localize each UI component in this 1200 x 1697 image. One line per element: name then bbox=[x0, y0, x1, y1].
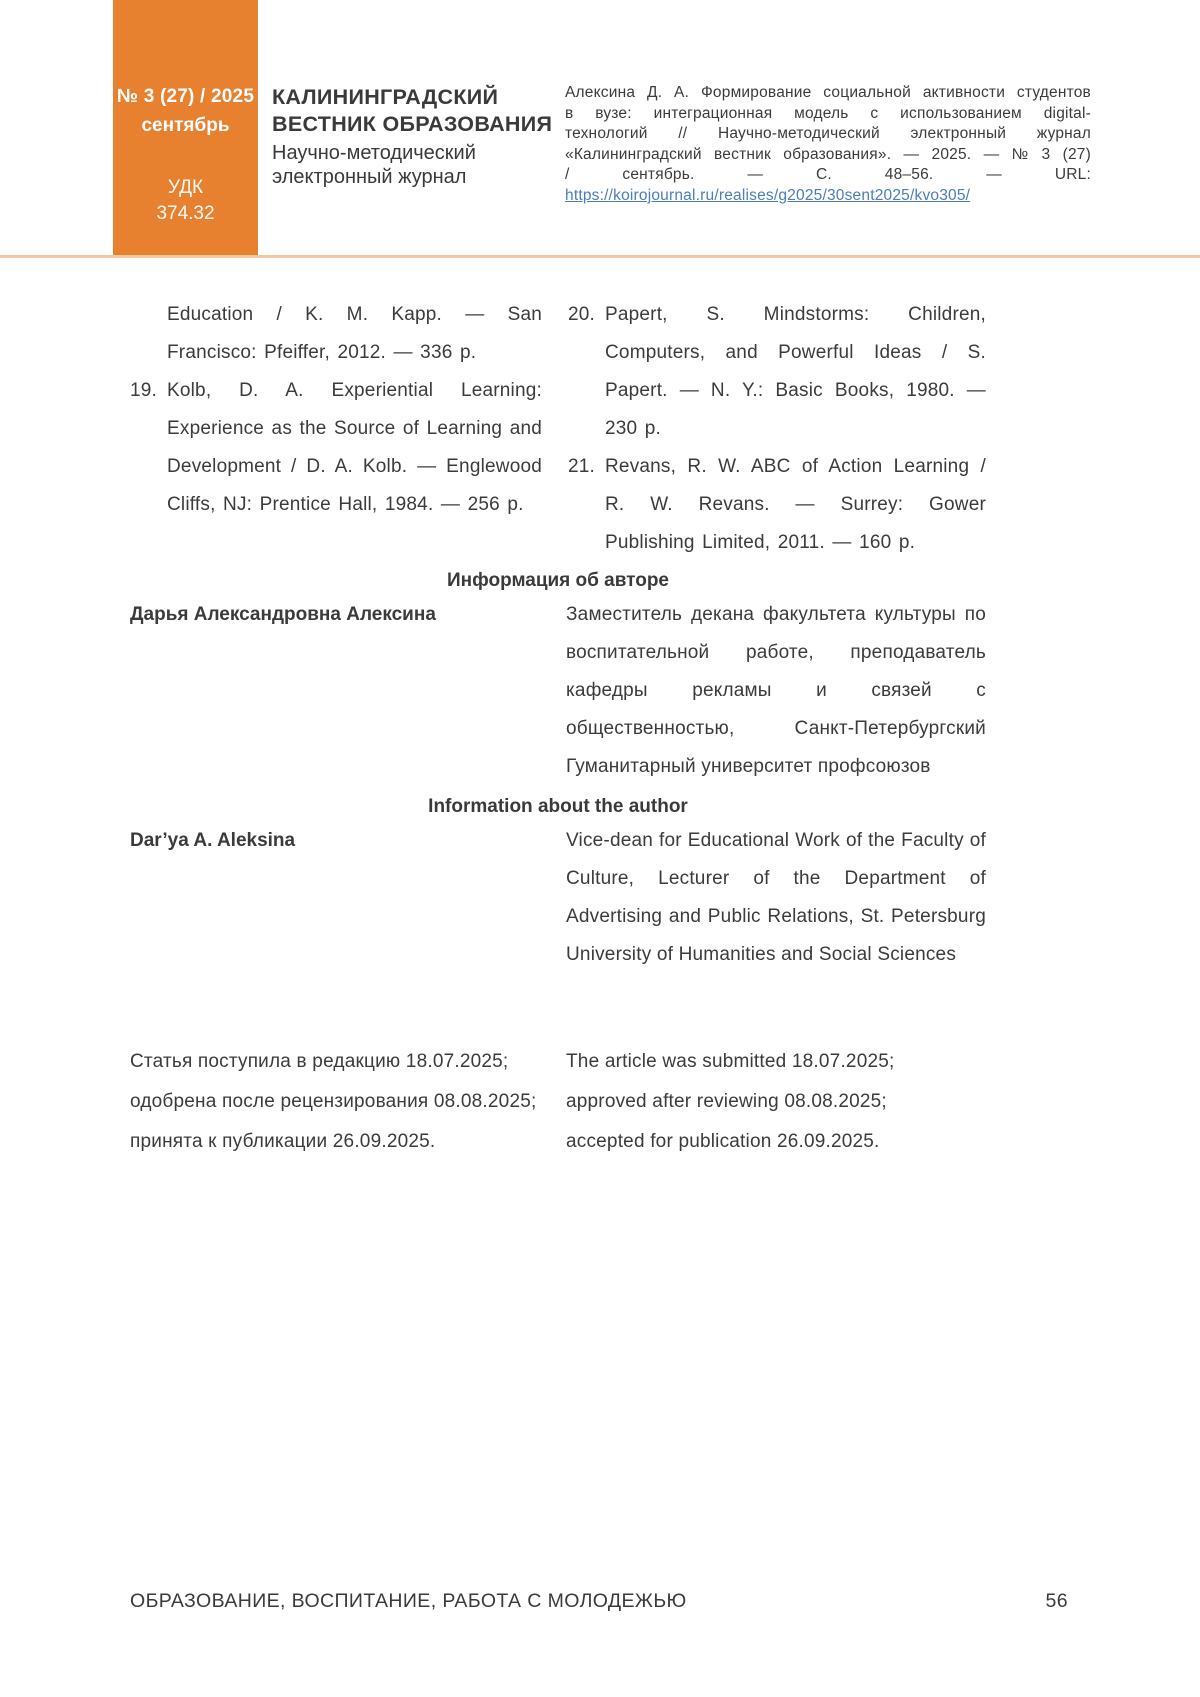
submission-date-line: approved after reviewing 08.08.2025; bbox=[566, 1091, 887, 1112]
author-name-en: Dar’ya A. Aleksina bbox=[130, 830, 296, 851]
submission-date-line: одобрена после рецензирования 08.08.2025; bbox=[130, 1091, 537, 1112]
journal-title-line2: ВЕСТНИК ОБРАЗОВАНИЯ bbox=[272, 111, 553, 136]
reference-text: Education / K. M. Kapp. — San Francisco: Pfeiffer, 2012. — 336 p. bbox=[167, 304, 542, 363]
journal-subtitle-line2: электронный журнал bbox=[272, 166, 467, 188]
author-bio-ru: Заместитель декана факультета культуры по воспитательной работе, преподаватель кафедры рекламы и связей с общественностью, Санкт-Петербургский Гуманитарный университет профсоюзов bbox=[566, 604, 986, 777]
journal-title-line1: КАЛИНИНГРАДСКИЙ bbox=[272, 85, 499, 109]
reference-text: Kolb, D. A. Experiential Learning: Experience as the Source of Learning and Development / D. A. Kolb. — Englewood Cliffs, NJ: Prentice Hall, 1984. — 256 p. bbox=[167, 380, 542, 515]
reference-item-continuation bbox=[130, 296, 542, 372]
issue-box bbox=[113, 0, 258, 256]
header-divider-line bbox=[0, 255, 1200, 258]
reference-item-20 bbox=[568, 296, 986, 448]
submission-date-line: принята к публикации 26.09.2025. bbox=[130, 1131, 436, 1152]
reference-number: 19. bbox=[130, 380, 158, 401]
submission-date-line: The article was submitted 18.07.2025; bbox=[566, 1051, 895, 1072]
article-citation bbox=[565, 83, 1091, 206]
reference-number: 21. bbox=[568, 456, 596, 477]
submission-dates-ru bbox=[130, 1042, 566, 1162]
udk-label: УДК bbox=[167, 177, 204, 198]
page-number: 56 bbox=[1045, 1590, 1068, 1612]
submission-dates-en bbox=[566, 1042, 986, 1162]
author-info-row-ru bbox=[130, 596, 986, 786]
citation-text: Алексина Д. А. Формирование социальной активности студентов в вузе: интеграционная модель с использованием digital-технологий // Научно-методический электронный журнал «Калининградский вестник образования». — 2025. — № 3 (27) / сентябрь. — С. 48–56. — URL: bbox=[565, 84, 1091, 183]
references-column-right bbox=[568, 296, 986, 562]
author-info-heading-ru: Информация об авторе bbox=[446, 570, 670, 591]
citation-url-link[interactable] bbox=[565, 187, 970, 204]
author-name-ru: Дарья Александровна Алексина bbox=[130, 604, 436, 625]
reference-item-19 bbox=[130, 372, 542, 524]
references-section bbox=[130, 296, 986, 562]
citation-url-scheme: https:// bbox=[565, 186, 614, 204]
submission-date-line: accepted for publication 26.09.2025. bbox=[566, 1131, 880, 1152]
reference-text: Revans, R. W. ABC of Action Learning / R. W. Revans. — Surrey: Gower Publishing Limited, 2011. — 160 p. bbox=[605, 456, 986, 553]
udk-block bbox=[113, 175, 258, 227]
submission-date-line: Статья поступила в редакцию 18.07.2025; bbox=[130, 1051, 509, 1072]
author-info-row-en bbox=[130, 822, 986, 974]
journal-title-block bbox=[272, 84, 552, 189]
udk-value: 374.32 bbox=[156, 203, 215, 224]
reference-number: 20. bbox=[568, 304, 596, 325]
reference-text: Papert, S. Mindstorms: Children, Computers, and Powerful Ideas / S. Papert. — N. Y.: Basic Books, 1980. — 230 p. bbox=[605, 304, 986, 439]
page-footer bbox=[130, 1590, 1068, 1613]
journal-subtitle-line1: Научно-методический bbox=[272, 142, 476, 164]
author-info-heading-en: Information about the author bbox=[428, 796, 688, 817]
reference-item-21 bbox=[568, 448, 986, 562]
footer-section-title: ОБРАЗОВАНИЕ, ВОСПИТАНИЕ, РАБОТА С МОЛОДЕЖЬЮ bbox=[130, 1590, 687, 1612]
submission-dates-section bbox=[130, 1042, 986, 1162]
author-bio-en: Vice-dean for Educational Work of the Faculty of Culture, Lecturer of the Department of Advertising and Public Relations, St. Petersburg University of Humanities and Social Sciences bbox=[566, 830, 986, 965]
issue-month: сентябрь bbox=[141, 115, 230, 136]
issue-number: № 3 (27) / 2025 bbox=[116, 86, 255, 107]
citation-url-path: koirojournal.ru/realises/g2025/30sent2025/kvo305/ bbox=[613, 186, 971, 204]
references-column-left bbox=[130, 296, 542, 562]
